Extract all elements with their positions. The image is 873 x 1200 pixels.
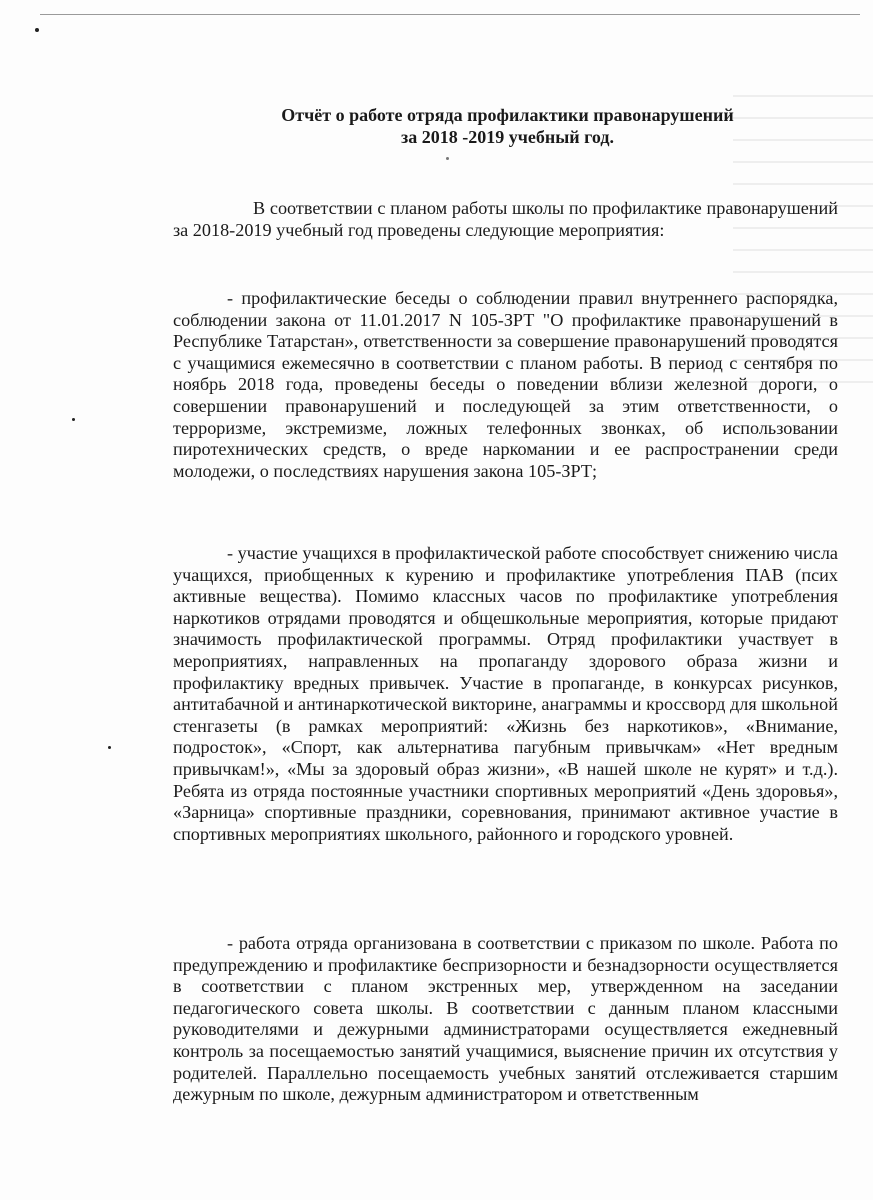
scan-speck <box>35 28 39 32</box>
scan-speck <box>72 418 75 421</box>
paragraph-squad-work: - работа отряда организована в соответствии с приказом по школе. Работа по предупреждению и профилактике беспризорности и безнадзорности осуществляется в соответствии с планом экстренных мер, утвержденном на заседании педагогического совета школы. В соответствии с данным планом классными руководителями и дежурными администраторами осуществляется ежедневный контроль за посещаемостью занятий учащимися, выяснение причин их отсутствия у родителей. Параллельно посещаемость учебных занятий отслеживается старшим дежурным по школе, дежурным администратором и ответственным <box>173 933 838 1105</box>
document-title <box>175 104 840 148</box>
scan-speck <box>446 157 449 160</box>
scan-edge-line <box>40 14 860 15</box>
paragraph-student-participation: - участие учащихся в профилактической работе способствует снижению числа учащихся, приобщенных к курению и профилактике употребления ПАВ (псих активные вещества). Помимо классных часов по профилактике употребления наркотиков отрядами проводятся и общешкольные мероприятия, которые придают значимость профилактической программы. Отряд профилактики участвует в мероприятиях, направленных на пропаганду здорового образа жизни и профилактику вредных привычек. Участие в пропаганде, в конкурсах рисунков, антитабачной и антинаркотической викторине, анаграммы и кроссворд для школьной стенгазеты (в рамках мероприятий: «Жизнь без наркотиков», «Внимание, подросток», «Спорт, как альтернатива пагубным привычкам» «Нет вредным привычкам!», «Мы за здоровый образ жизни», «В нашей школе не курят» и т.д.). Ребята из отряда постоянные участники спортивных мероприятий «День здоровья», «Зарница» спортивные праздники, соревнования, принимают активное участие в спортивных мероприятиях школьного, районного и городского уровней. <box>173 543 838 844</box>
scan-speck <box>108 746 111 749</box>
paragraph-intro: В соответствии с планом работы школы по профилактике правонарушений за 2018-2019 учебный год проведены следующие мероприятия: <box>173 198 838 240</box>
title-line-1: Отчёт о работе отряда профилактики правонарушений <box>281 105 734 125</box>
paragraph-preventive-talks: - профилактические беседы о соблюдении правил внутреннего распорядка, соблюдении закона от 11.01.2017 N 105-ЗРТ "О профилактике правонарушений в Республике Татарстан», ответственности за совершение правонарушений проводятся с учащимися ежемесячно в соответствии с планом работы. В период с сентября по ноябрь 2018 года, проведены беседы о поведении вблизи железной дороги, о совершении правонарушений и последующей за этим ответственности, о терроризме, экстремизме, ложных телефонных звонках, об использовании пиротехнических средств, о вреде наркомании и ее распространении среди молодежи, о последствиях нарушения закона 105-ЗРТ; <box>173 288 838 481</box>
title-line-2: за 2018 -2019 учебный год. <box>401 127 614 147</box>
